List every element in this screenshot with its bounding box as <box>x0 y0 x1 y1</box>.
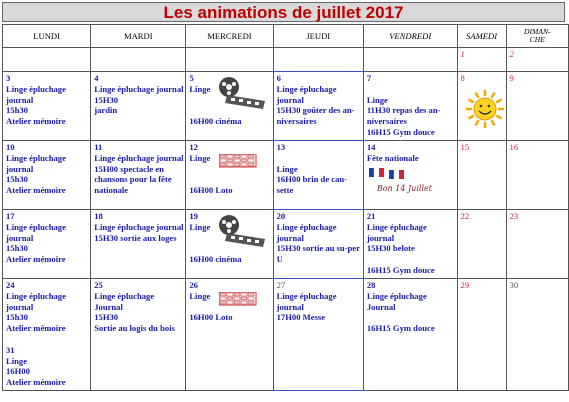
activity-text: 15h30 <box>6 174 28 185</box>
activity-text: Linge <box>189 152 211 163</box>
activity-text: 15H30 <box>94 312 119 323</box>
header-mercredi: MERCREDI <box>186 25 273 48</box>
day-cell-tue <box>91 72 186 141</box>
day-cell-thu <box>273 279 363 391</box>
activity-text: 31 <box>6 344 15 355</box>
day-number: 28 <box>366 280 376 290</box>
day-cell-sun <box>506 210 568 279</box>
film-reel-icon <box>217 213 267 250</box>
header-dimanche: DIMAN- CHE <box>506 25 568 48</box>
activity-text: 16H15 Gym douce <box>366 126 435 137</box>
day-cell-wed <box>186 210 273 279</box>
header-vendredi: VENDREDI <box>363 25 457 48</box>
activity-text: Linge <box>276 163 298 174</box>
day-cell-mon <box>3 210 91 279</box>
activity-text: 16H00 cinéma <box>189 254 242 265</box>
activity-text: 16H00 Loto <box>189 185 233 196</box>
activity-text: Sortie au logis du bois <box>94 323 175 334</box>
activity-text: Linge <box>189 221 211 232</box>
activity-text: Linge épluchage journal <box>276 83 337 105</box>
activity-text: 17H00 Messe <box>276 312 326 323</box>
day-number: 27 <box>276 280 286 290</box>
header-mardi: MARDI <box>91 25 186 48</box>
day-number: 14 <box>366 142 376 152</box>
week-row <box>3 141 569 210</box>
header-lundi: LUNDI <box>3 25 91 48</box>
activity-text: Atelier mémoire <box>6 323 66 334</box>
activity-text: 16H15 Gym douce <box>366 264 435 275</box>
day-number: 25 <box>94 280 103 290</box>
activity-text: 16H00 brin de cau-sette <box>276 174 348 196</box>
activity-text: 16H00 cinéma <box>189 116 242 127</box>
activity-text: Linge épluchage journal <box>94 83 184 94</box>
activity-text: 15H30 <box>94 94 119 105</box>
activity-text: Linge épluchage journal <box>366 221 427 243</box>
activity-text: Atelier mémoire <box>6 116 66 127</box>
day-cell-tue <box>91 210 186 279</box>
activity-text: Linge <box>6 355 28 366</box>
activity-text: Linge épluchage journal <box>94 221 184 232</box>
header-samedi: SAMEDI <box>457 25 506 48</box>
day-number: 23 <box>509 211 519 221</box>
activity-text: Linge <box>189 83 211 94</box>
activity-text: Atelier mémoire <box>6 254 66 265</box>
activity-text <box>6 334 89 345</box>
activity-text: 15H30 sortie aux loges <box>94 232 177 243</box>
empty-cell <box>273 48 363 72</box>
activity-text: 15h30 <box>6 312 28 323</box>
activity-text: Linge épluchage journal <box>6 221 66 243</box>
activity-text: 16H15 Gym douce <box>366 323 435 334</box>
day-cell-sat <box>457 141 506 210</box>
header-jeudi: JEUDI <box>273 25 363 48</box>
activity-text: Linge épluchage journal <box>276 290 337 312</box>
day-number: 29 <box>460 280 470 290</box>
day-number: 13 <box>276 142 286 152</box>
activity-text: 15h30 <box>6 105 28 116</box>
activity-text: 15H30 belote <box>366 243 415 254</box>
activity-text: Linge épluchage journal <box>6 152 66 174</box>
day-number: 24 <box>6 280 15 290</box>
day-number: 21 <box>366 211 376 221</box>
day-cell-sun <box>506 141 568 210</box>
french-flags-icon <box>367 166 456 201</box>
day-number: 16 <box>509 142 519 152</box>
activity-text: 11H30 repas des an-niversaires <box>366 105 441 127</box>
day-number: 7 <box>366 73 372 83</box>
empty-cell <box>3 48 91 72</box>
day-number: 30 <box>509 280 519 290</box>
activity-text: Linge épluchage journal <box>6 83 66 105</box>
activity-text: 16H00 Loto <box>189 312 233 323</box>
day-number: 26 <box>189 280 198 290</box>
activity-text: 15H30 goûter des an-niversaires <box>276 105 355 127</box>
day-cell-wed <box>186 72 273 141</box>
activity-text: Fête nationale <box>366 152 419 163</box>
day-cell-sat <box>457 72 506 141</box>
day-cell-fri <box>363 72 457 141</box>
day-cell-mon <box>3 141 91 210</box>
activity-text <box>277 153 362 164</box>
empty-cell <box>91 48 186 72</box>
day-number: 19 <box>189 211 198 221</box>
activity-text: 15h30 <box>6 243 28 254</box>
day-cell-fri <box>363 141 457 210</box>
activity-text <box>189 174 271 185</box>
day-cell-tue <box>91 141 186 210</box>
calendar-table <box>2 24 569 391</box>
day-number: 8 <box>460 73 465 83</box>
day-number: 22 <box>460 211 470 221</box>
week-row <box>3 279 569 391</box>
day-number: 9 <box>509 73 514 83</box>
day-number: 4 <box>94 73 99 83</box>
day-number: 6 <box>276 73 281 83</box>
activity-text: Linge épluchage journal <box>6 290 66 312</box>
day-cell-sat <box>457 210 506 279</box>
day-cell-thu <box>273 72 363 141</box>
day-number: 18 <box>94 211 103 221</box>
page-title: Les animations de juillet 2017 <box>2 2 565 22</box>
loto-card-icon <box>219 154 257 171</box>
empty-cell <box>186 48 273 72</box>
activity-text: Linge épluchage Journal <box>366 290 427 312</box>
day-cell-sat <box>457 279 506 391</box>
day-cell-sun <box>506 279 568 391</box>
day-number: 17 <box>6 211 15 221</box>
empty-cell <box>363 48 457 72</box>
day-cell-fri <box>363 210 457 279</box>
loto-card-icon <box>219 292 257 309</box>
activity-text <box>367 84 456 95</box>
day-number: 15 <box>460 142 470 152</box>
flag-greeting: Bon 14 Juillet <box>376 184 432 193</box>
activity-text: 16H00 <box>6 366 30 377</box>
day-number: 10 <box>6 142 15 152</box>
activity-text <box>367 254 456 265</box>
day-cell-tue <box>91 279 186 391</box>
activity-text: 15H30 sortie au su-per U <box>276 243 360 265</box>
day-cell-thu <box>273 210 363 279</box>
week-row <box>3 210 569 279</box>
day-number: 1 <box>457 48 506 72</box>
activity-text: jardin <box>94 105 118 116</box>
activity-text: Linge épluchage journal <box>276 221 337 243</box>
day-number: 20 <box>276 211 286 221</box>
day-cell-mon <box>3 72 91 141</box>
day-cell-thu <box>273 141 363 210</box>
day-number: 2 <box>506 48 568 72</box>
day-cell-sun <box>506 72 568 141</box>
day-number: 3 <box>6 73 11 83</box>
activity-text: Linge <box>366 94 388 105</box>
activity-text: Linge <box>189 290 211 301</box>
day-number: 12 <box>189 142 198 152</box>
day-number: 11 <box>94 142 103 152</box>
week-row <box>3 72 569 141</box>
activity-text <box>367 312 456 323</box>
day-cell-mon <box>3 279 91 391</box>
day-cell-wed <box>186 279 273 391</box>
day-cell-wed <box>186 141 273 210</box>
activity-text: 15H00 spectacle en chansons pour la fête nationale <box>94 163 172 196</box>
smiling-sun-icon <box>465 89 505 132</box>
film-reel-icon <box>217 75 267 112</box>
day-cell-fri <box>363 279 457 391</box>
activity-text: Atelier mémoire <box>6 185 66 196</box>
day-number: 5 <box>189 73 194 83</box>
activity-text: Linge épluchage Journal <box>94 290 155 312</box>
activity-text: Linge épluchage journal <box>94 152 184 163</box>
activity-text: Atelier mémoire <box>6 377 66 388</box>
